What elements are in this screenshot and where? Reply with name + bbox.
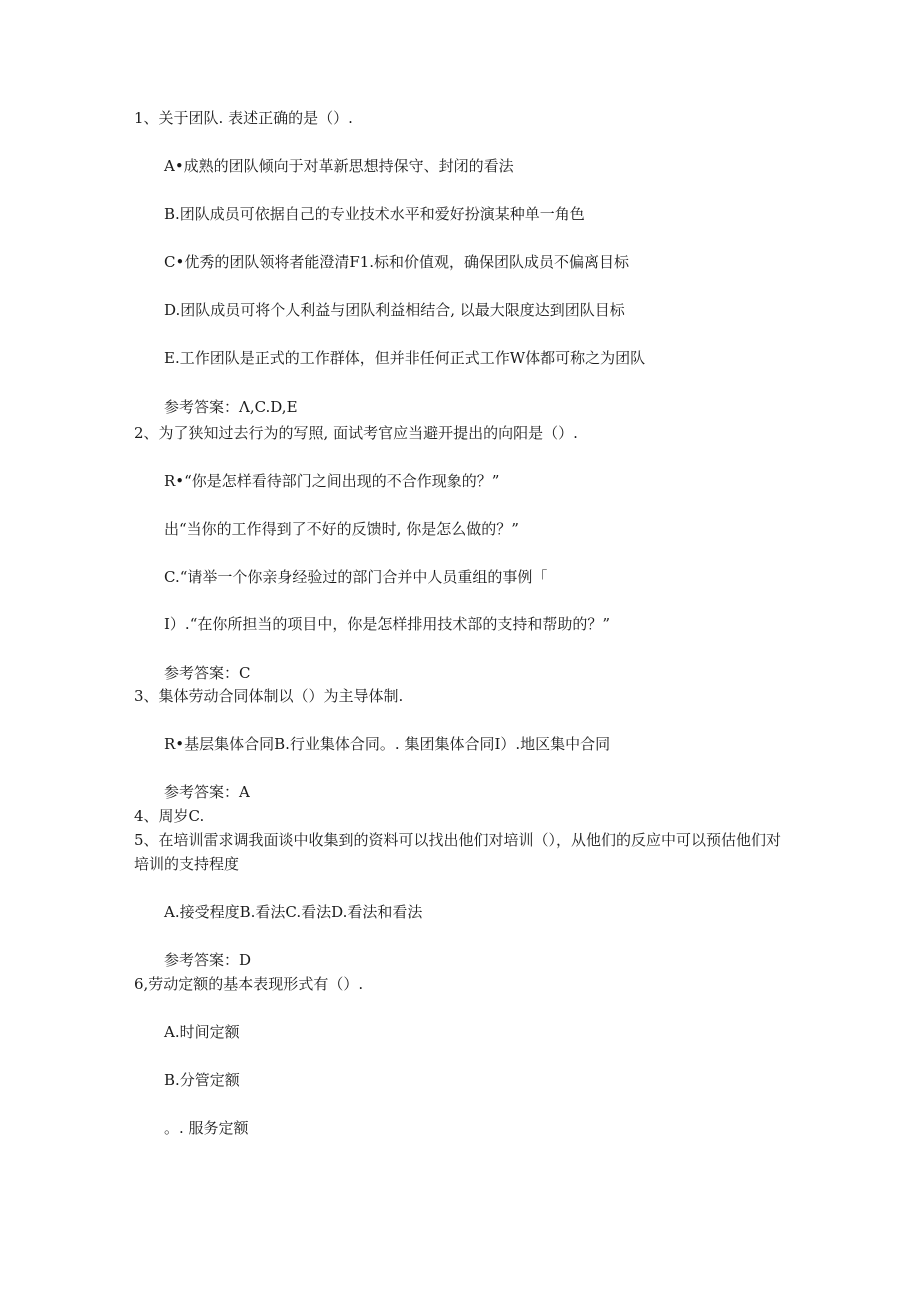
- question-2-answer: 参考答案：C: [164, 664, 251, 682]
- question-2-stem: 2、为了狭知过去行为的写照, 面试考官应当避开提出的向阳是（）.: [134, 424, 578, 442]
- question-1-option-e: E.工作团队是正式的工作群体，但并非任何正式工作W体都可称之为团队: [164, 349, 646, 367]
- question-1-option-c: C•优秀的团队领将者能澄清F1.标和价值观，确保团队成员不偏离目标: [164, 253, 630, 271]
- question-1-option-a: A•成熟的团队倾向于对革新思想持保守、封闭的看法: [164, 157, 514, 175]
- question-2-option-b: 出“当你的工作得到了不好的反馈时, 你是怎么做的？”: [164, 520, 519, 538]
- question-6-option-a: A.时间定额: [164, 1023, 240, 1041]
- question-3-options: R•基层集体合同B.行业集体合同。. 集团集体合同I）.地区集中合同: [164, 735, 611, 753]
- question-6-option-b: B.分管定额: [164, 1071, 240, 1089]
- question-1-option-b: B.团队成员可依据自己的专业技术水平和爱好扮演某种单一角色: [164, 205, 585, 223]
- question-5-stem: 5、在培训雷求调我面谈中收集到的资料可以找出他们对培训（），从他们的反应中可以预估他们对培训的支持程度: [134, 831, 782, 873]
- question-2-option-c: C.“请举一个你亲身经验过的部门合并中人员重组的事例「: [164, 568, 548, 586]
- question-6-option-c: 。. 服务定额: [164, 1119, 249, 1137]
- question-5-answer: 参考答案：D: [164, 951, 252, 969]
- question-3-stem: 3、集体劳动合同体制以（）为主导体制.: [134, 687, 404, 705]
- question-1-option-d: D.团队成员可将个人利益与团队利益相结合, 以最大限度达到团队目标: [164, 301, 625, 319]
- question-1-answer: 参考答案：Λ,C.D,E: [164, 398, 298, 416]
- question-3-answer: 参考答案：A: [164, 783, 250, 801]
- question-2-option-a: R•“你是怎样看待部门之间出现的不合作现象的？”: [164, 472, 500, 490]
- question-4-stem: 4、周岁C.: [134, 807, 205, 825]
- question-5-options: A.接受程度B.看法C.看法D.看法和看法: [164, 903, 423, 921]
- question-6-stem: 6,劳动定额的基本表现形式有（）.: [134, 975, 364, 993]
- question-2-option-d: I）.“在你所担当的项目中，你是怎样排用技术部的支持和帮助的？”: [164, 615, 611, 633]
- question-1-stem: 1、关于团队. 表述正确的是（）.: [134, 109, 353, 127]
